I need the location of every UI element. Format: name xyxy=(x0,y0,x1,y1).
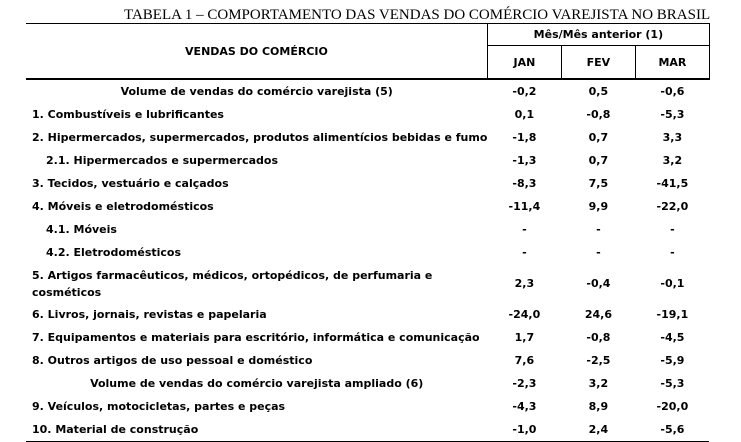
cell-fev: 3,2 xyxy=(588,377,609,390)
cell-jan: -8,3 xyxy=(512,177,537,190)
table-row xyxy=(26,195,709,218)
table-row xyxy=(26,126,709,149)
row-label: 8. Outros artigos de uso pessoal e doméstico xyxy=(32,354,313,367)
table-row xyxy=(26,326,709,349)
cell-jan: -1,0 xyxy=(487,418,561,442)
row-label: 7. Equipamentos e materiais para escritório, informática e comunicação xyxy=(32,331,480,344)
cell-mar: -4,5 xyxy=(660,331,685,344)
table-row xyxy=(26,264,709,303)
table-row xyxy=(26,418,709,442)
sales-table xyxy=(26,23,710,442)
table-row xyxy=(26,149,709,172)
cell-fev: 0,5 xyxy=(588,85,609,98)
cell-jan: -24,0 xyxy=(508,308,541,321)
table-row xyxy=(26,103,709,126)
cell-mar: -5,6 xyxy=(635,418,709,442)
table-row xyxy=(26,172,709,195)
cell-jan: -11,4 xyxy=(508,200,541,213)
row-label: 5. Artigos farmacêuticos, médicos, ortopédicos, de perfumaria e cosméticos xyxy=(32,268,433,299)
row-label: 1. Combustíveis e lubrificantes xyxy=(32,108,224,121)
cell-fev: - xyxy=(596,223,601,236)
cell-jan: 1,7 xyxy=(514,331,535,344)
row-label: Volume de vendas do comércio varejista (5) xyxy=(120,85,393,98)
cell-jan: 2,3 xyxy=(514,277,535,290)
header-month-jan: JAN xyxy=(487,46,561,79)
cell-jan: -1,8 xyxy=(512,131,537,144)
cell-mar: -5,3 xyxy=(660,377,685,390)
cell-mar: - xyxy=(670,223,675,236)
cell-fev: 7,5 xyxy=(588,177,609,190)
table-row xyxy=(26,241,709,264)
cell-mar: -5,3 xyxy=(660,108,685,121)
cell-jan: -1,3 xyxy=(512,154,537,167)
table-row xyxy=(26,395,709,418)
cell-mar: 3,3 xyxy=(662,131,683,144)
table-row xyxy=(26,349,709,372)
cell-mar: -41,5 xyxy=(656,177,689,190)
cell-fev: 24,6 xyxy=(584,308,612,321)
row-label: Volume de vendas do comércio varejista ampliado (6) xyxy=(90,377,424,390)
header-month-mar: MAR xyxy=(635,46,709,79)
table-row xyxy=(26,372,709,395)
row-label: 9. Veículos, motocicletas, partes e peças xyxy=(32,400,286,413)
cell-fev: -2,5 xyxy=(586,354,611,367)
cell-fev: 0,7 xyxy=(588,131,609,144)
cell-jan: 0,1 xyxy=(514,108,535,121)
cell-fev: - xyxy=(596,246,601,259)
cell-jan: -0,2 xyxy=(512,85,537,98)
table-row xyxy=(26,218,709,241)
row-label: 3. Tecidos, vestuário e calçados xyxy=(32,177,229,190)
cell-fev: -0,8 xyxy=(586,108,611,121)
row-label: 4.2. Eletrodomésticos xyxy=(46,246,182,259)
cell-mar: -19,1 xyxy=(656,308,689,321)
cell-mar: -20,0 xyxy=(656,400,689,413)
header-vendas: VENDAS DO COMÉRCIO xyxy=(26,24,487,80)
table-row xyxy=(26,79,709,103)
cell-mar: -22,0 xyxy=(656,200,689,213)
cell-mar: -0,6 xyxy=(660,85,685,98)
row-label: 6. Livros, jornais, revistas e papelaria xyxy=(32,308,267,321)
cell-mar: - xyxy=(670,246,675,259)
cell-fev: -0,8 xyxy=(586,331,611,344)
cell-fev: 9,9 xyxy=(588,200,609,213)
row-label: 2. Hipermercados, supermercados, produtos alimentícios bebidas e fumo xyxy=(32,131,488,144)
cell-fev: 0,7 xyxy=(588,154,609,167)
header-month-fev: FEV xyxy=(561,46,635,79)
cell-mar: -0,1 xyxy=(660,277,685,290)
cell-jan: - xyxy=(522,223,527,236)
cell-fev: -0,4 xyxy=(586,277,611,290)
table-title: TABELA 1 – COMPORTAMENTO DAS VENDAS DO COMÉRCIO VAREJISTA NO BRASIL xyxy=(124,7,711,23)
cell-jan: - xyxy=(522,246,527,259)
table-row xyxy=(26,303,709,326)
row-label: 4. Móveis e eletrodomésticos xyxy=(32,200,214,213)
cell-mar: -5,9 xyxy=(660,354,685,367)
header-month-group: Mês/Mês anterior (1) xyxy=(487,24,709,46)
row-label: 10. Material de construção xyxy=(26,418,487,442)
cell-jan: -2,3 xyxy=(512,377,537,390)
row-label: 2.1. Hipermercados e supermercados xyxy=(46,154,279,167)
cell-jan: 7,6 xyxy=(514,354,535,367)
cell-jan: -4,3 xyxy=(512,400,537,413)
cell-fev: 8,9 xyxy=(588,400,609,413)
cell-fev: 2,4 xyxy=(561,418,635,442)
cell-mar: 3,2 xyxy=(662,154,683,167)
row-label: 4.1. Móveis xyxy=(46,223,117,236)
